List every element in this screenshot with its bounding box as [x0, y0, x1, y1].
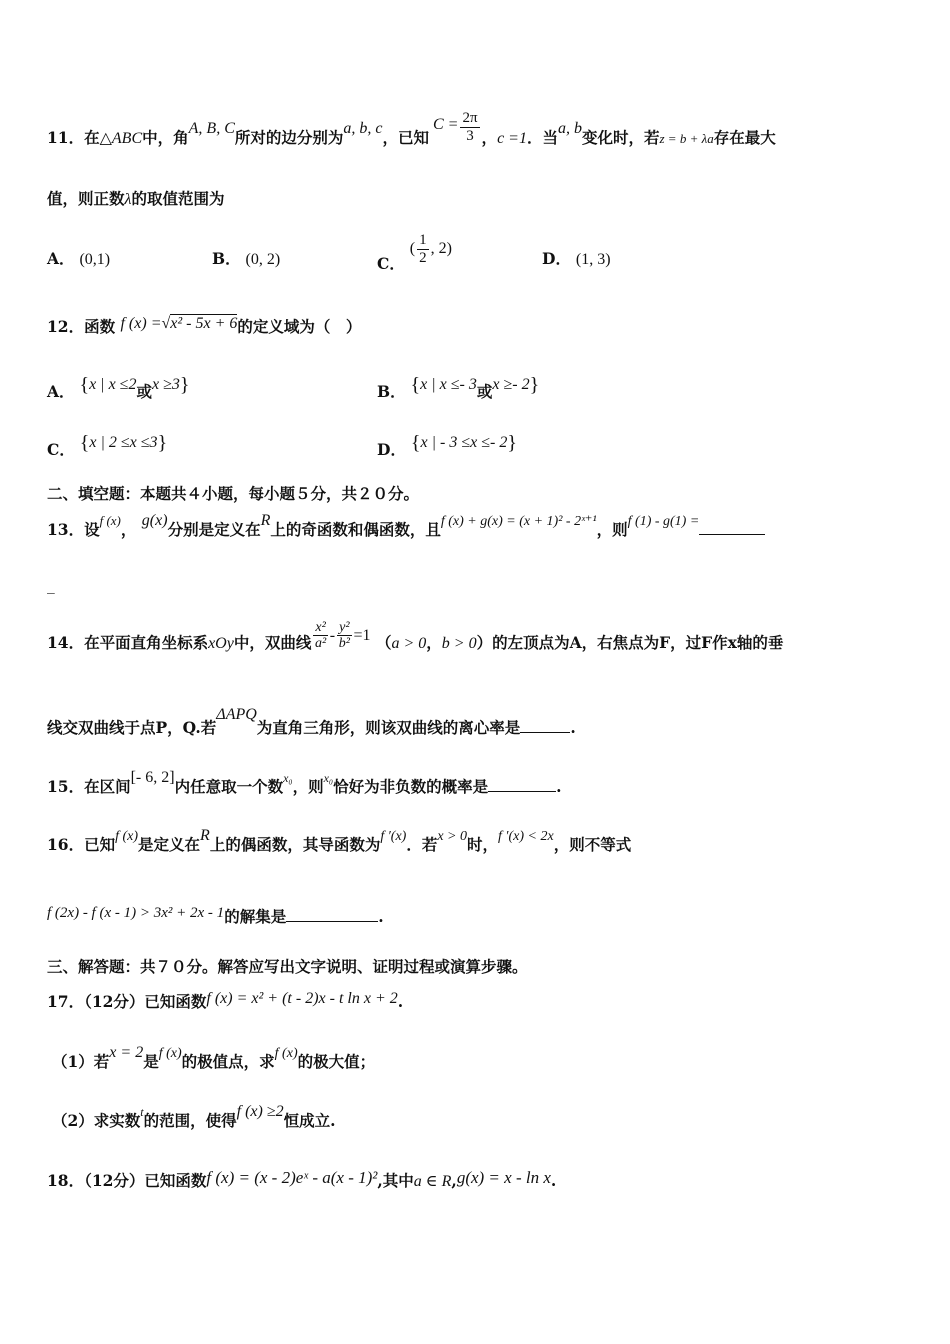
q13-line: 13．设$^{f (x)}$， g(x)分别是定义在R上的奇函数和偶函数，且f (x) + g(x) = (x + 1)² - 2ˣ⁺¹，则f (1) - g(1) = — [47, 520, 910, 541]
q14-line1: 14．在平面直角坐标系xOy中，双曲线 $\frac{\text{x²}}{\text{a²}}$ - $\frac{\text{y²}}{\text{b²}}$ =1 （a > 0，b > 0）的左顶点为A，右焦点为F，过F作x轴的垂 — [47, 620, 784, 652]
q11-number: 11． — [47, 128, 85, 147]
q16-line2: f (2x) - f (x - 1) > 3x² + 2x - 1的解集是 . — [47, 905, 384, 926]
q12-option-a[interactable]: A． {x | x ≤2或x ≥3} — [47, 374, 190, 401]
q16-answer-blank[interactable] — [286, 907, 378, 922]
q12-option-b[interactable]: B． {x | x ≤- 3或x ≥- 2} — [377, 374, 540, 401]
q15-line: 15．在区间[- 6, 2]内任意取一个数$^{x_0}$，则$^{x_0}$恰好为非负数的概率是 . — [47, 769, 562, 796]
q14-frac-y2-b2: $\frac{\text{y²}}{\text{b²}}$ — [338, 620, 350, 652]
q14-line2: 线交双曲线于点P，Q.若ΔAPQ为直角三角形，则该双曲线的离心率是 . — [47, 706, 576, 737]
q11-option-c[interactable]: C． ( $\frac{1}{2}$ , 2) — [377, 232, 452, 273]
q11-option-a[interactable]: A． (0,1) — [47, 249, 111, 268]
q16-line1: 16．已知f (x)是定义在R上的偶函数，其导函数为f ′(x)．若x > 0时，f ′(x) < 2x，则不等式 — [47, 827, 632, 854]
q13-answer-blank[interactable] — [699, 520, 765, 535]
q11-option-d[interactable]: D． (1, 3) — [542, 249, 611, 268]
q14-answer-blank[interactable] — [520, 718, 570, 733]
q17-part1: （1）若x = 2是f (x)的极值点，求f (x)的极大值； — [52, 1044, 376, 1071]
q11-line1: 11．在△ABC中，角A, B, C所对的边分别为a, b, c，已知C = $\frac{2\pi}{3}$ ，c =1．当a, b变化时，若z = b + λa存在最大 — [47, 110, 776, 147]
q12-option-c[interactable]: C． {x | 2 ≤x ≤3} — [47, 432, 168, 459]
q18-stem: 18．（12分）已知函数f (x) = (x - 2)eˣ - a(x - 1)²,其中a ∈ R,g(x) = x - ln x. — [47, 1168, 557, 1190]
q12-option-d[interactable]: D． {x | - 3 ≤x ≤- 2} — [377, 432, 517, 459]
sqrt-icon: √ — [161, 315, 171, 332]
q11-option-b[interactable]: B． (0, 2) — [212, 249, 281, 268]
q17-part2: （2）求实数$^t$的范围，使得f (x) ≥2恒成立. — [52, 1103, 336, 1130]
section-2-heading: 二、填空题：本题共４小题，每小题５分，共２０分。 — [47, 484, 420, 503]
q14-frac-x2-a2: $\frac{\text{x²}}{\text{a²}}$ — [314, 620, 327, 652]
q11-frac-2pi-3: $\frac{2\pi}{3}$ — [462, 110, 478, 144]
section-3-heading: 三、解答题：共７０分。解答应写出文字说明、证明过程或演算步骤。 — [47, 957, 528, 976]
q13-overflow-dash: _ — [47, 576, 55, 594]
q11-line2: 值，则正数λ的取值范围为 — [47, 189, 225, 208]
q12-line: 12．函数 f (x) =√x² - 5x + 6的定义域为（ ） — [47, 315, 362, 336]
q17-stem: 17．（12分）已知函数f (x) = x² + (t - 2)x - t ln x + 2. — [47, 990, 404, 1011]
q15-answer-blank[interactable] — [488, 777, 556, 792]
